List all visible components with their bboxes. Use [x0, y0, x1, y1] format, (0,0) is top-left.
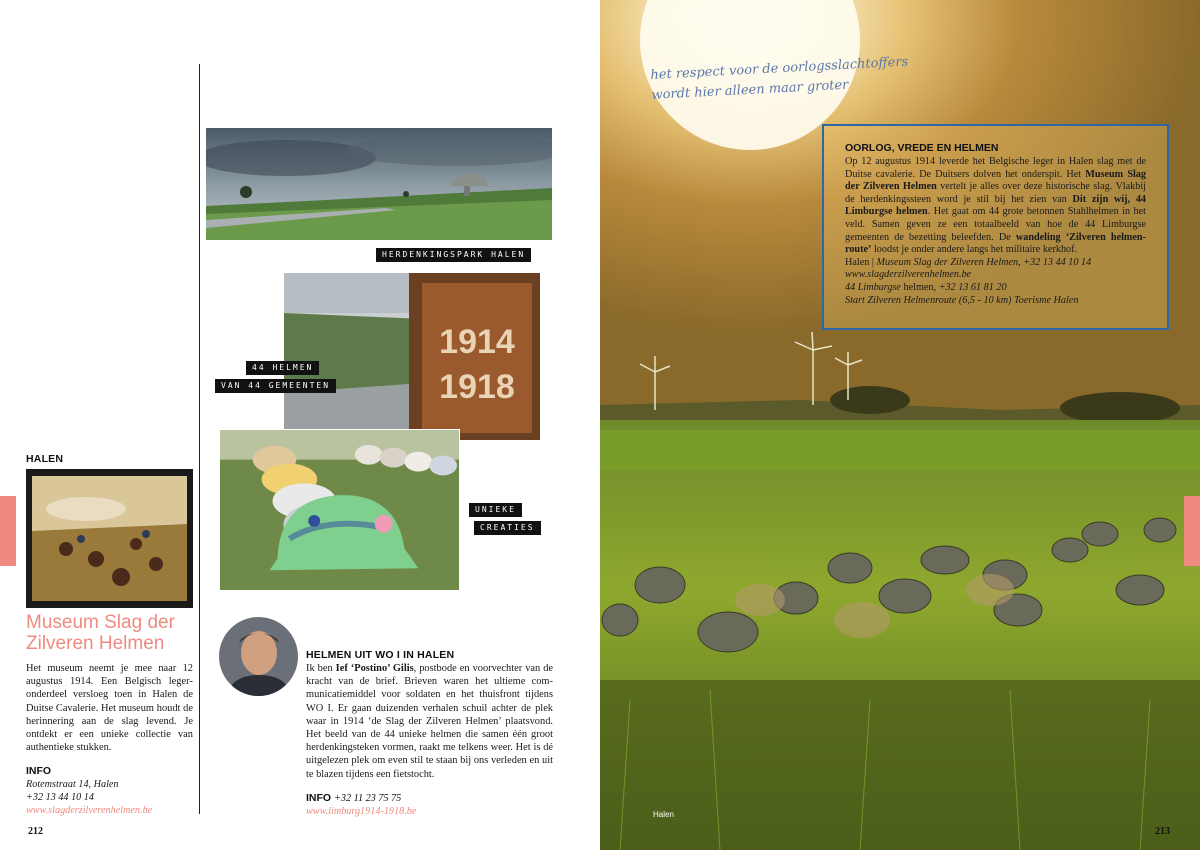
box-line1-text[interactable]: Museum Slag der Zilveren Helmen, +32 13 44 10 14 [876, 256, 1092, 268]
page-number-right: 213 [1155, 826, 1170, 837]
caption-helmets-2: VAN 44 GEMEENTEN [215, 379, 336, 393]
box-line4-text: Start Zilveren Helmenroute (6,5 - 10 km) Toerisme Halen [845, 294, 1079, 306]
testimonial-text: , postbode en voorvechter van de kracht van de brief. Brieven waren het ultieme communicatiemiddel voor soldaten en het thuisfront tijdens WO I. Er gaan duizenden verhalen schuil achter de plek waar in 1914 ‘de Slag der Zilveren Helmen’ plaatsvond. Het beeld van de 44 unieke helmen die samen één groot herdenkingsteken vormen, raakt me telkens weer. Het is dé uitgelezen plek om even stil te staan bij ons verleden en uit te blazen tijdens een fietstocht. [306, 663, 554, 780]
testimonial-body [306, 662, 553, 781]
testimonial-title: HELMEN UIT WO I IN HALEN [306, 649, 455, 661]
caption-unique-1: UNIEKE [469, 503, 522, 517]
testimonial-name: Ief ‘Postino’ Gilis [335, 663, 414, 674]
box-text-2: vertelt je alles over deze historische slag. Vlakbij de herdenkingssteen word je stil bij het zien van [845, 181, 1146, 205]
box-bold-3: wandeling ‘Zilveren helmenroute’ [845, 231, 1146, 256]
box-line3-text: helmen, [900, 281, 939, 293]
museum-phone[interactable]: +32 13 44 10 14 [26, 792, 94, 803]
photo-painted-helmets [219, 429, 460, 591]
box-contact-line-1 [845, 257, 1146, 270]
info-box [822, 124, 1169, 330]
avatar [219, 617, 298, 696]
box-bold-1: Museum Slag der Zilveren Helmen [845, 168, 1146, 193]
caption-park: HERDENKINGSPARK HALEN [376, 248, 531, 262]
testimonial-intro: Ik ben [306, 663, 336, 674]
box-text-3: . Het gaat om 44 grote betonnen Stahlhelmen in het veld. Samen geven ze een totaalbeeld van hoe de 44 Limburgse gemeenten de bezetting beleefden. De [845, 206, 1146, 243]
photo-memorial-sign [284, 273, 540, 440]
testimonial-phone[interactable]: +32 11 23 75 75 [334, 793, 402, 804]
svg-text:1914: 1914 [439, 323, 515, 361]
testimonial-info-label-text: INFO [306, 792, 332, 804]
testimonial-info-label [306, 792, 401, 804]
handwriting-line-1: het respect voor de oorlogsslachtoffers [650, 54, 909, 83]
section-label: HALEN [26, 453, 64, 465]
page-number-left: 212 [28, 826, 43, 837]
box-line3-italic: 44 Limburgse [845, 281, 901, 293]
box-text-4: loodst je onder andere langs het militaire kerkhof. [871, 244, 1078, 256]
box-contact-line-4 [845, 295, 1146, 308]
svg-text:1918: 1918 [439, 368, 515, 406]
caption-unique-2: CREATIES [474, 521, 541, 535]
edge-tab-left [0, 496, 16, 566]
museum-body: Het museum neemt je mee naar 12 augustus 1914. Een Belgisch legeronderdeel versloeg toen in Halen de Duitse Cavalerie. Het museum houdt de herinnering aan de slag levend. Je ontdekt er een unieke collectie van authentieke stukken. [26, 663, 193, 754]
museum-website-link[interactable]: www.slagderzilverenhelmen.be [26, 805, 153, 816]
photo-caption: Halen [653, 810, 674, 819]
box-title: OORLOG, VREDE EN HELMEN [845, 142, 999, 154]
box-line1-prefix: Halen | [845, 256, 877, 268]
box-contact-line-2[interactable] [845, 269, 1146, 282]
photo-battle-painting [26, 469, 193, 608]
testimonial-website-link[interactable]: www.limburg1914-1918.be [306, 806, 417, 817]
box-website-link[interactable]: www.slagderzilverenhelmen.be [845, 269, 972, 281]
box-body [845, 156, 1146, 257]
museum-info-label: INFO [26, 765, 52, 777]
museum-title: Museum Slag der Zilveren Helmen [26, 612, 175, 654]
column-divider [199, 64, 200, 814]
box-bold-2: Dit zijn wij, 44 Limburgse helmen [845, 193, 1147, 218]
museum-address: Rotemstraat 14, Halen [26, 779, 119, 790]
handwriting-line-2: wordt hier alleen maar groter [651, 77, 849, 103]
box-contact-line-3 [845, 282, 1146, 295]
caption-helmets-1: 44 HELMEN [246, 361, 319, 375]
box-line3-phone[interactable]: +32 13 61 81 20 [938, 281, 1007, 293]
box-text-1: Op 12 augustus 1914 leverde het Belgische leger in Halen slag met de Duitse cavalerie. De Duitsers dolven het onderspit. Het [845, 156, 1146, 180]
photo-memorial-park [206, 128, 552, 240]
